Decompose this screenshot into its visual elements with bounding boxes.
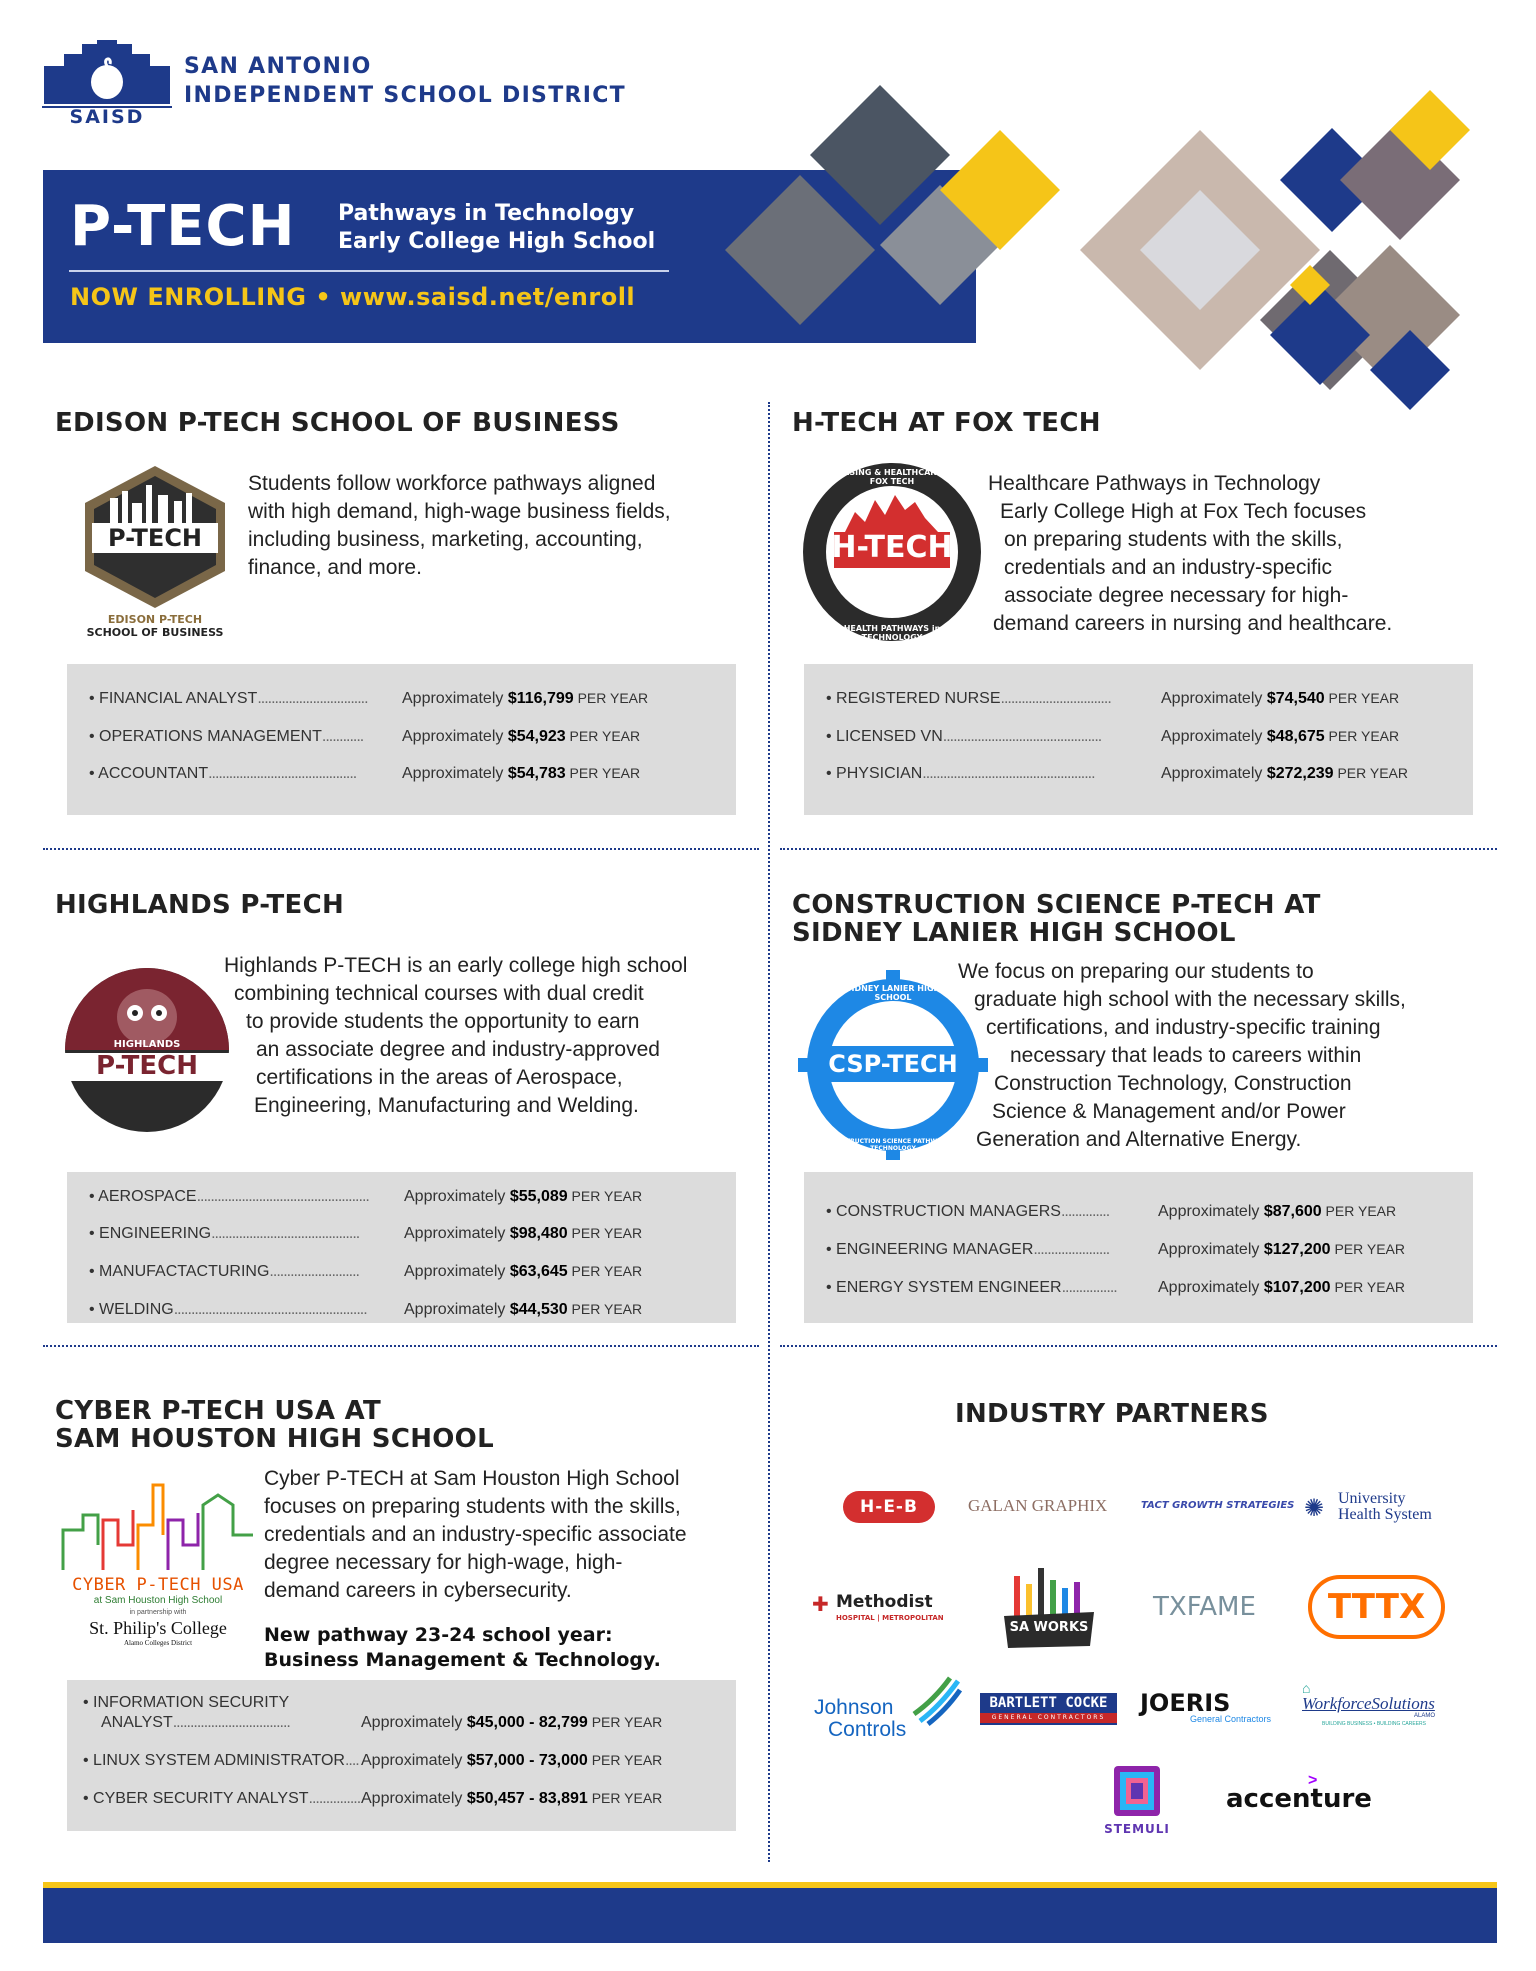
banner-tagline-line1: Pathways in Technology bbox=[338, 201, 635, 226]
job-row: • ENGINEERING........................................... Approximately $98,480 PER YEAR bbox=[89, 1225, 643, 1242]
cyber-description bbox=[264, 1465, 764, 1605]
highlands-desc-line: an associate degree and industry-approved bbox=[256, 1038, 660, 1061]
construction-title-line2: SIDNEY LANIER HIGH SCHOOL bbox=[792, 918, 1236, 948]
edison-logo bbox=[70, 463, 240, 638]
cyber-title-line1: CYBER P-TECH USA AT bbox=[55, 1396, 382, 1426]
uhs-line1: University bbox=[1338, 1490, 1406, 1507]
edison-logo-caption2: SCHOOL OF BUSINESS bbox=[86, 626, 224, 639]
job-row: • FINANCIAL ANALYST................................ Approximately $116,799 PER YEAR bbox=[89, 690, 649, 707]
heb-logo bbox=[843, 1491, 935, 1523]
cyber-desc-line: credentials and an industry-specific associate bbox=[264, 1523, 687, 1546]
accenture-logo bbox=[1226, 1772, 1372, 1814]
workforce-line1: WorkforceSolutions bbox=[1302, 1694, 1435, 1713]
cyber-new-pathway-line2: Business Management & Technology. bbox=[264, 1649, 661, 1671]
joeris-line1: JOERIS bbox=[1140, 1689, 1231, 1717]
construction-desc-line: Construction Technology, Construction bbox=[994, 1072, 1352, 1095]
cyber-logo bbox=[58, 1475, 258, 1655]
tact-logo: TACT GROWTH STRATEGIES bbox=[1141, 1500, 1295, 1511]
construction-jobs-box bbox=[804, 1172, 1473, 1323]
uhs-line2: Health System bbox=[1338, 1506, 1432, 1523]
construction-logo-ring-bottom: CONSTRUCTION SCIENCE PATHWAYS IN TECHNOLOGY bbox=[827, 1138, 959, 1152]
cyber-new-pathway-line1: New pathway 23-24 school year: bbox=[264, 1624, 613, 1646]
student-photo-collage bbox=[700, 70, 1500, 420]
htech-logo-ring-bottom: HEALTH PATHWAYS in TECHNOLOGY bbox=[843, 624, 941, 642]
construction-logo-title: CSP-TECH bbox=[828, 1050, 958, 1078]
workforce-line3: BUILDING BUSINESS • BUILDING CAREERS bbox=[1322, 1721, 1426, 1727]
cyber-logo-college-sub: Alamo Colleges District bbox=[123, 1639, 193, 1647]
job-row: • ENERGY SYSTEM ENGINEER................ Approximately $107,200 PER YEAR bbox=[826, 1279, 1405, 1296]
edison-title: EDISON P-TECH SCHOOL OF BUSINESS bbox=[55, 408, 620, 438]
workforce-line2: ALAMO bbox=[1414, 1713, 1436, 1719]
job-row: • WELDING........................................................ Approximately $44,530 PER YEAR bbox=[89, 1301, 643, 1318]
banner-title: P-TECH bbox=[70, 194, 296, 259]
heb-logo-text: H-E-B bbox=[860, 1497, 918, 1517]
htech-desc-line: Healthcare Pathways in Technology bbox=[988, 472, 1321, 495]
edison-desc-line: finance, and more. bbox=[248, 556, 422, 579]
row-divider bbox=[43, 848, 759, 850]
row-divider bbox=[780, 848, 1497, 850]
methodist-line1: Methodist bbox=[836, 1592, 933, 1612]
construction-logo-ring-top: SIDNEY LANIER HIGH SCHOOL bbox=[845, 984, 941, 1002]
joeris-line2: General Contractors bbox=[1190, 1714, 1272, 1724]
htech-logo-ring-top: NURSING & HEALTHCARE at FOX TECH bbox=[830, 468, 954, 486]
highlands-description bbox=[224, 952, 764, 1120]
highlands-desc-line: combining technical courses with dual credit bbox=[234, 982, 644, 1005]
banner-divider bbox=[69, 270, 669, 272]
workforce-icon: ⌂ bbox=[1302, 1680, 1311, 1696]
johnson-line2: Controls bbox=[828, 1718, 907, 1741]
highlands-desc-line: to provide students the opportunity to earn bbox=[246, 1010, 640, 1033]
job-row: • MANUFACTACTURING.......................... Approximately $63,645 PER YEAR bbox=[89, 1263, 643, 1280]
htech-desc-line: credentials and an industry-specific bbox=[1004, 556, 1333, 579]
job-row: • CYBER SECURITY ANALYST............... Approximately $50,457 - 83,891 PER YEAR bbox=[83, 1790, 663, 1807]
row-divider bbox=[780, 1345, 1497, 1347]
construction-desc-line: necessary that leads to careers within bbox=[1010, 1044, 1362, 1067]
job-row: • INFORMATION SECURITY bbox=[83, 1694, 290, 1711]
tttx-text: TTTX bbox=[1327, 1587, 1426, 1627]
htech-title: H-TECH AT FOX TECH bbox=[792, 408, 1101, 438]
construction-title bbox=[792, 891, 1321, 947]
bartlett-line2: GENERAL CONTRACTORS bbox=[980, 1713, 1117, 1723]
htech-desc-line: on preparing students with the skills, bbox=[1004, 528, 1343, 551]
cyber-title bbox=[55, 1397, 494, 1453]
workforce-solutions-logo bbox=[1302, 1680, 1452, 1730]
construction-description bbox=[958, 958, 1488, 1154]
cyber-new-pathway bbox=[264, 1623, 661, 1673]
htech-logo bbox=[800, 460, 984, 644]
accenture-text: accenture bbox=[1226, 1784, 1372, 1814]
construction-desc-line: Science & Management and/or Power bbox=[992, 1100, 1346, 1123]
cyber-desc-line: focuses on preparing students with the skills, bbox=[264, 1495, 681, 1518]
district-line2: INDEPENDENT SCHOOL DISTRICT bbox=[184, 83, 626, 108]
edison-desc-line: Students follow workforce pathways aligned bbox=[248, 472, 656, 495]
cyber-logo-partner: in partnership with bbox=[129, 1609, 187, 1616]
construction-desc-line: graduate high school with the necessary skills, bbox=[974, 988, 1406, 1011]
txfame-logo: TXFAME bbox=[1153, 1592, 1256, 1622]
edison-jobs-box bbox=[67, 664, 736, 815]
highlands-logo-title: P-TECH bbox=[96, 1051, 198, 1081]
accenture-chevron-icon: > bbox=[1308, 1772, 1318, 1789]
highlands-logo bbox=[62, 965, 232, 1135]
construction-desc-line: We focus on preparing our students to bbox=[958, 960, 1314, 983]
job-row: • AEROSPACE.................................................. Approximately $55,089 PER YEAR bbox=[89, 1188, 643, 1205]
tttx-logo bbox=[1308, 1575, 1445, 1639]
highlands-logo-sub: HIGHLANDS bbox=[113, 1039, 181, 1050]
edison-description bbox=[248, 470, 768, 582]
enroll-link[interactable]: NOW ENROLLING • www.saisd.net/enroll bbox=[70, 283, 636, 311]
cyber-desc-line: Cyber P-TECH at Sam Houston High School bbox=[264, 1467, 680, 1490]
footer-bar bbox=[43, 1888, 1497, 1943]
cyber-desc-line: degree necessary for high-wage, high- bbox=[264, 1551, 623, 1574]
edison-logo-caption1: EDISON P-TECH bbox=[107, 613, 203, 626]
sa-works-logo bbox=[1004, 1568, 1094, 1648]
construction-desc-line: Generation and Alternative Energy. bbox=[976, 1128, 1302, 1151]
job-row: • OPERATIONS MANAGEMENT............ Approximately $54,923 PER YEAR bbox=[89, 728, 641, 745]
galan-graphix-logo: GALAN GRAPHIX bbox=[968, 1496, 1108, 1515]
partners-title: INDUSTRY PARTNERS bbox=[955, 1399, 1269, 1429]
university-health-icon: ✺ bbox=[1304, 1495, 1325, 1522]
edison-desc-line: with high demand, high-wage business fields, bbox=[248, 500, 671, 523]
cyber-logo-title: CYBER P-TECH USA bbox=[72, 1575, 244, 1595]
construction-title-line1: CONSTRUCTION SCIENCE P-TECH AT bbox=[792, 890, 1321, 920]
district-line1: SAN ANTONIO bbox=[184, 54, 372, 79]
construction-desc-line: certifications, and industry-specific training bbox=[986, 1016, 1381, 1039]
job-row: • ENGINEERING MANAGER...................... Approximately $127,200 PER YEAR bbox=[826, 1241, 1405, 1258]
cyber-jobs-box bbox=[67, 1680, 736, 1831]
methodist-icon: ✚ bbox=[812, 1594, 829, 1616]
stemuli-logo bbox=[1092, 1766, 1182, 1844]
johnson-controls-logo bbox=[812, 1676, 962, 1746]
district-name bbox=[184, 52, 626, 110]
highlands-desc-line: certifications in the areas of Aerospace, bbox=[256, 1066, 623, 1089]
johnson-line1: Johnson bbox=[814, 1696, 894, 1719]
bartlett-line1: BARTLETT COCKE bbox=[989, 1695, 1108, 1711]
htech-jobs-box bbox=[804, 664, 1473, 815]
highlands-desc-line: Engineering, Manufacturing and Welding. bbox=[254, 1094, 639, 1117]
cyber-logo-sub: at Sam Houston High School bbox=[93, 1595, 223, 1606]
htech-desc-line: demand careers in nursing and healthcare. bbox=[993, 612, 1393, 635]
banner-tagline bbox=[338, 200, 655, 256]
highlands-title: HIGHLANDS P-TECH bbox=[55, 890, 345, 920]
banner-tagline-line2: Early College High School bbox=[338, 229, 656, 254]
job-row: • CONSTRUCTION MANAGERS.............. Approximately $87,600 PER YEAR bbox=[826, 1203, 1397, 1220]
bartlett-cocke-logo bbox=[980, 1693, 1117, 1725]
methodist-line2: HOSPITAL | METROPOLITAN bbox=[836, 1614, 944, 1622]
job-row: • ACCOUNTANT........................................... Approximately $54,783 PER YEAR bbox=[89, 765, 641, 782]
cyber-desc-line: demand careers in cybersecurity. bbox=[264, 1579, 572, 1602]
saisd-logo-text: SAISD bbox=[69, 106, 145, 128]
highlands-jobs-box bbox=[67, 1172, 736, 1323]
column-divider bbox=[768, 402, 770, 1862]
cyber-logo-college: St. Philip's College bbox=[89, 1618, 227, 1638]
stemuli-text: STEMULI bbox=[1104, 1822, 1170, 1836]
job-row: • PHYSICIAN.................................................. Approximately $272,239 PER YEAR bbox=[826, 765, 1408, 782]
highlands-desc-line: Highlands P-TECH is an early college high school bbox=[224, 954, 688, 977]
sa-works-text: SA WORKS bbox=[1009, 1620, 1089, 1635]
job-row: • LINUX SYSTEM ADMINISTRATOR.... Approximately $57,000 - 73,000 PER YEAR bbox=[83, 1752, 663, 1769]
job-row: • LICENSED VN.............................................. Approximately $48,675 PER YEAR bbox=[826, 728, 1400, 745]
job-row: • REGISTERED NURSE................................ Approximately $74,540 PER YEAR bbox=[826, 690, 1400, 707]
htech-desc-line: Early College High at Fox Tech focuses bbox=[1000, 500, 1367, 523]
job-row: ANALYST.................................. Approximately $45,000 - 82,799 PER YEAR bbox=[101, 1714, 663, 1731]
htech-desc-line: associate degree necessary for high- bbox=[1004, 584, 1349, 607]
edison-desc-line: including business, marketing, accounting, bbox=[248, 528, 643, 551]
row-divider bbox=[43, 1345, 759, 1347]
edison-logo-title: P-TECH bbox=[107, 524, 203, 552]
htech-description bbox=[988, 470, 1478, 638]
cyber-title-line2: SAM HOUSTON HIGH SCHOOL bbox=[55, 1424, 494, 1454]
saisd-logo bbox=[42, 38, 172, 126]
joeris-logo bbox=[1140, 1689, 1272, 1724]
htech-logo-title: H-TECH bbox=[831, 530, 953, 565]
